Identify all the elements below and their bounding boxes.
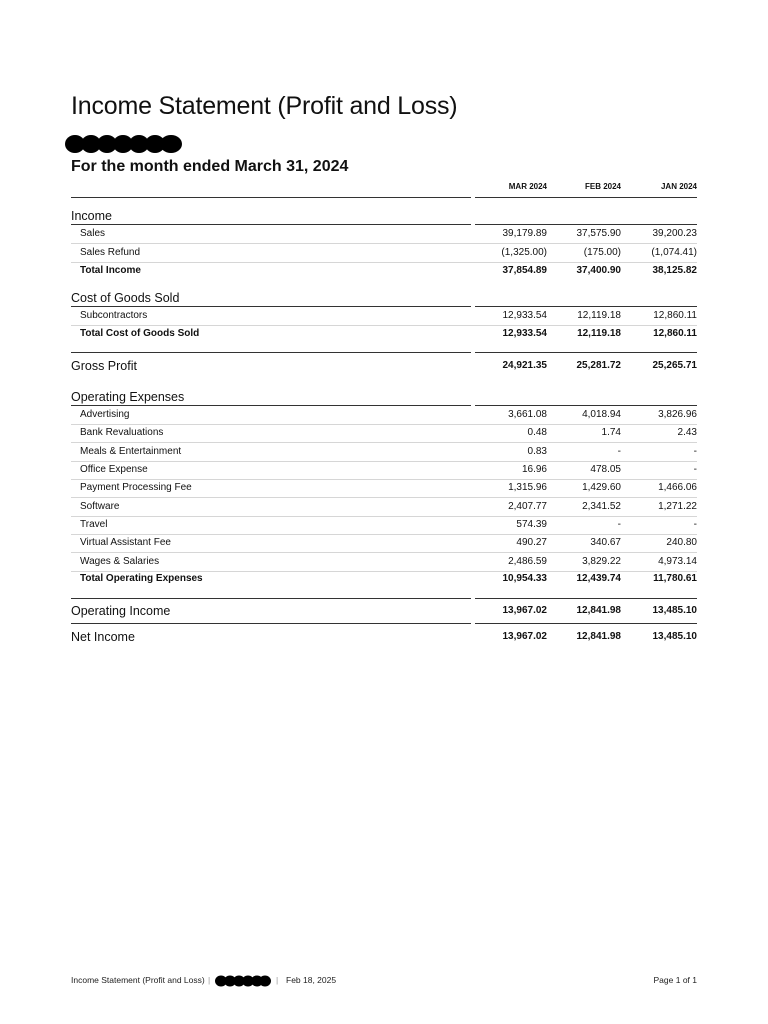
row-value-jan: 12,860.11 bbox=[653, 328, 697, 339]
column-headers bbox=[71, 182, 697, 198]
row-label: Total Income bbox=[80, 265, 141, 276]
table-row bbox=[71, 553, 697, 572]
row-label: Sales Refund bbox=[80, 247, 141, 258]
page-title: Income Statement (Profit and Loss) bbox=[71, 92, 458, 120]
total-row-opex bbox=[71, 570, 697, 588]
row-value-feb: 1.74 bbox=[601, 427, 621, 439]
footer-document-title: Income Statement (Profit and Loss) bbox=[71, 975, 205, 985]
table-row bbox=[71, 498, 697, 517]
row-label: Net Income bbox=[71, 630, 135, 644]
row-value-jan: 39,200.23 bbox=[652, 228, 697, 239]
row-value-jan: 12,860.11 bbox=[653, 310, 697, 321]
row-label: Bank Revaluations bbox=[80, 427, 164, 439]
row-value-jan: - bbox=[693, 463, 697, 475]
footer-separator: | bbox=[208, 975, 211, 985]
row-value-jan: 1,271.22 bbox=[658, 500, 697, 512]
row-value-jan: 11,780.61 bbox=[653, 573, 697, 584]
row-label: Payment Processing Fee bbox=[80, 482, 192, 494]
page-footer bbox=[71, 975, 697, 989]
column-header-feb: FEB 2024 bbox=[584, 182, 621, 191]
row-value-mar: 12,933.54 bbox=[502, 310, 547, 321]
row-value-mar: 13,967.02 bbox=[502, 605, 547, 616]
row-label: Total Operating Expenses bbox=[80, 573, 203, 584]
row-value-mar: 37,854.89 bbox=[502, 265, 547, 276]
row-value-feb: 3,829.22 bbox=[582, 555, 621, 567]
table-row bbox=[71, 225, 697, 244]
row-label: Operating Income bbox=[71, 604, 171, 618]
table-row bbox=[71, 406, 697, 425]
net-income-row bbox=[71, 626, 697, 648]
row-label: Wages & Salaries bbox=[80, 555, 160, 567]
row-value-mar: 10,954.33 bbox=[502, 573, 547, 584]
row-value-mar: 1,315.96 bbox=[508, 482, 547, 494]
row-value-feb: 12,439.74 bbox=[576, 573, 621, 584]
row-value-feb: - bbox=[617, 445, 621, 457]
row-value-feb: 37,400.90 bbox=[576, 265, 621, 276]
row-label: Software bbox=[80, 500, 120, 512]
row-value-mar: 2,486.59 bbox=[508, 555, 547, 567]
row-value-mar: 24,921.35 bbox=[502, 360, 547, 371]
table-row bbox=[71, 479, 697, 498]
row-value-mar: 12,933.54 bbox=[502, 328, 547, 339]
row-value-feb: 37,575.90 bbox=[576, 228, 621, 239]
row-value-jan: 13,485.10 bbox=[652, 605, 697, 616]
statement-page bbox=[71, 0, 697, 1024]
row-value-jan: 2.43 bbox=[677, 427, 697, 439]
row-value-mar: 13,967.02 bbox=[502, 631, 547, 642]
statement-period: For the month ended March 31, 2024 bbox=[71, 158, 349, 175]
row-value-feb: 12,119.18 bbox=[577, 310, 621, 321]
table-row bbox=[71, 244, 697, 263]
row-value-feb: 12,841.98 bbox=[576, 605, 621, 616]
total-row-cogs bbox=[71, 325, 697, 343]
row-value-jan: 3,826.96 bbox=[658, 409, 697, 420]
section-heading-cogs: Cost of Goods Sold bbox=[71, 291, 180, 305]
row-label: Office Expense bbox=[80, 463, 148, 475]
row-value-jan: 1,466.06 bbox=[658, 482, 697, 494]
row-value-feb: 2,341.52 bbox=[582, 500, 621, 512]
footer-separator: | bbox=[276, 975, 279, 985]
row-value-mar: (1,325.00) bbox=[501, 247, 547, 258]
header-rule bbox=[71, 197, 697, 198]
table-row bbox=[71, 461, 697, 480]
summary-rule bbox=[71, 352, 697, 353]
row-value-feb: 340.67 bbox=[590, 537, 621, 549]
row-label: Gross Profit bbox=[71, 359, 137, 373]
redacted-company-name bbox=[65, 134, 183, 154]
row-value-jan: 38,125.82 bbox=[652, 265, 697, 276]
row-value-jan: - bbox=[693, 445, 697, 457]
summary-rule bbox=[71, 623, 697, 624]
row-value-mar: 0.48 bbox=[527, 427, 547, 439]
column-header-jan: JAN 2024 bbox=[660, 182, 697, 191]
row-value-mar: 16.96 bbox=[521, 463, 547, 475]
row-value-jan: - bbox=[693, 518, 697, 530]
row-value-feb: 1,429.60 bbox=[582, 482, 621, 494]
footer-date: Feb 18, 2025 bbox=[286, 975, 337, 985]
row-value-feb: 478.05 bbox=[590, 463, 621, 475]
row-value-feb: 25,281.72 bbox=[576, 360, 621, 371]
row-value-jan: 4,973.14 bbox=[658, 555, 697, 567]
table-row bbox=[71, 443, 697, 462]
row-value-jan: 240.80 bbox=[666, 537, 697, 549]
row-value-feb: 12,119.18 bbox=[577, 328, 621, 339]
total-row-income bbox=[71, 262, 697, 280]
row-label: Advertising bbox=[80, 409, 130, 420]
table-row bbox=[71, 534, 697, 553]
row-value-feb: 12,841.98 bbox=[576, 631, 621, 642]
row-value-jan: 25,265.71 bbox=[652, 360, 697, 371]
redacted-company-name-footer bbox=[215, 975, 271, 987]
operating-income-row bbox=[71, 600, 697, 622]
row-value-mar: 39,179.89 bbox=[502, 228, 547, 239]
row-value-feb: (175.00) bbox=[583, 247, 621, 258]
row-label: Subcontractors bbox=[80, 310, 148, 321]
row-value-mar: 490.27 bbox=[516, 537, 547, 549]
summary-rule bbox=[71, 598, 697, 599]
row-value-jan: 13,485.10 bbox=[652, 631, 697, 642]
row-value-feb: 4,018.94 bbox=[582, 409, 621, 420]
section-heading-income: Income bbox=[71, 209, 112, 223]
column-header-mar: MAR 2024 bbox=[508, 182, 547, 191]
row-label: Sales bbox=[80, 228, 106, 239]
table-row bbox=[71, 307, 697, 326]
row-label: Virtual Assistant Fee bbox=[80, 537, 171, 549]
row-value-jan: (1,074.41) bbox=[651, 247, 697, 258]
row-label: Total Cost of Goods Sold bbox=[80, 328, 200, 339]
row-value-mar: 574.39 bbox=[516, 518, 547, 530]
gross-profit-row bbox=[71, 355, 697, 377]
footer-page-number: Page 1 of 1 bbox=[653, 975, 697, 985]
row-label: Travel bbox=[80, 518, 108, 530]
row-label: Meals & Entertainment bbox=[80, 445, 182, 457]
section-heading-opex: Operating Expenses bbox=[71, 390, 185, 404]
row-value-mar: 0.83 bbox=[527, 445, 547, 457]
row-value-mar: 3,661.08 bbox=[508, 409, 547, 420]
table-row bbox=[71, 424, 697, 443]
row-value-mar: 2,407.77 bbox=[508, 500, 547, 512]
table-row bbox=[71, 516, 697, 535]
row-value-feb: - bbox=[617, 518, 621, 530]
